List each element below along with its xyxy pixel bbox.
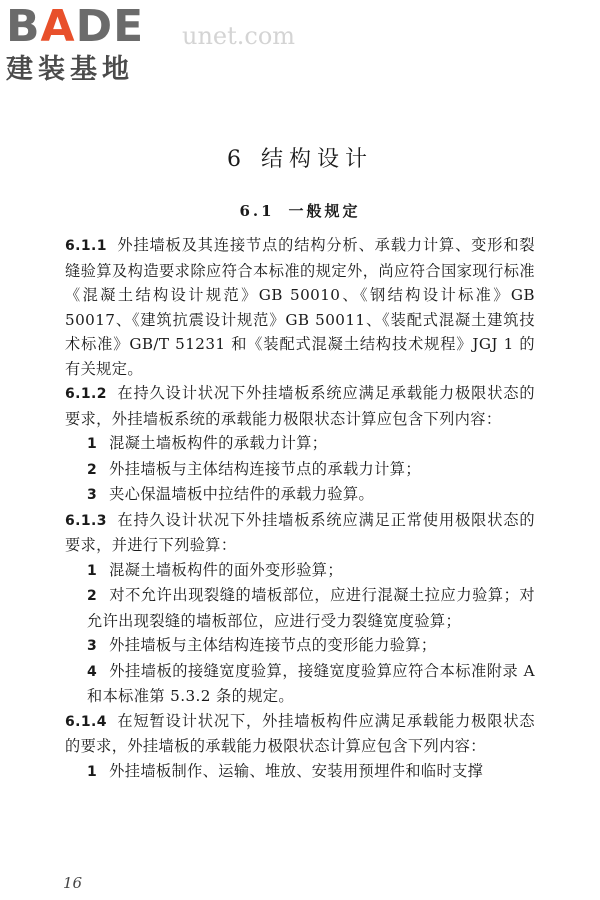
chapter-number: 6 xyxy=(226,147,247,172)
item-number: 1 xyxy=(87,562,98,579)
section-title xyxy=(0,200,600,221)
clause-number: 6.1.4 xyxy=(65,713,107,730)
item-text: 外挂墙板的接缝宽度验算，接缝宽度验算应符合本标准附录 A 和本标准第 5.3.2 条的规定。 xyxy=(87,661,535,705)
section-number: 6.1 xyxy=(239,202,275,220)
item-text: 外挂墙板与主体结构连接节点的变形能力验算； xyxy=(109,636,437,654)
item-text: 对不允许出现裂缝的墙板部位，应进行混凝土拉应力验算；对允许出现裂缝的墙板部位，应进行受力裂缝宽度验算； xyxy=(87,586,535,630)
list-item xyxy=(65,759,535,785)
item-text: 混凝土墙板构件的面外变形验算； xyxy=(109,560,343,579)
item-text: 外挂墙板与主体结构连接节点的承载力计算； xyxy=(109,459,421,478)
clause-number: 6.1.3 xyxy=(65,512,107,529)
clause-number: 6.1.1 xyxy=(65,238,107,254)
item-number: 1 xyxy=(87,763,98,780)
item-number: 3 xyxy=(87,638,98,654)
item-text: 外挂墙板制作、运输、堆放、安装用预埋件和临时支撑 xyxy=(109,761,484,780)
brand-logo xyxy=(6,1,176,86)
chapter-title-text: 结构设计 xyxy=(260,147,373,172)
watermark: unet.com xyxy=(182,22,296,50)
document-body xyxy=(65,233,535,784)
item-text: 混凝土墙板构件的承载力计算； xyxy=(109,434,328,452)
clause-text: 在持久设计状况下外挂墙板系统应满足承载能力极限状态的要求，外挂墙板系统的承载能力极限状态计算应包含下列内容： xyxy=(65,384,535,428)
logo-letter-b: B xyxy=(6,1,41,52)
list-item xyxy=(65,633,535,659)
logo-letter-a: A xyxy=(40,1,76,52)
list-item xyxy=(65,659,535,709)
item-number: 3 xyxy=(87,487,98,503)
list-item xyxy=(65,482,535,508)
item-text: 夹心保温墙板中拉结件的承载力验算。 xyxy=(109,485,375,503)
item-number: 4 xyxy=(87,663,98,680)
item-number: 2 xyxy=(87,588,98,604)
clause-6-1-3 xyxy=(65,508,535,558)
clause-text: 在短暂设计状况下，外挂墙板构件应满足承载能力极限状态的要求，外挂墙板的承载能力极限状态计算应包含下列内容： xyxy=(65,711,535,755)
chapter-title xyxy=(0,142,600,173)
logo-wordmark xyxy=(6,1,176,52)
logo-letters-de: DE xyxy=(75,1,145,52)
list-item xyxy=(65,431,535,457)
list-item xyxy=(65,583,535,633)
page-number: 16 xyxy=(63,874,83,892)
section-title-text: 一般规定 xyxy=(288,202,361,220)
clause-number: 6.1.2 xyxy=(65,386,107,402)
clause-text: 外挂墙板及其连接节点的结构分析、承载力计算、变形和裂缝验算及构造要求除应符合本标准的规定外，尚应符合国家现行标准《混凝土结构设计规范》GB 50010、《钢结构设计标准》GB 50017、《建筑抗震设计规范》GB 50011、《装配式混凝土建筑技术标准》GB/T 51231 和《装配式混凝土结构技术规程》JGJ 1 的有关规定。 xyxy=(65,236,535,378)
clause-6-1-4 xyxy=(65,709,535,759)
clause-6-1-1 xyxy=(65,233,535,381)
list-item xyxy=(65,457,535,483)
item-number: 2 xyxy=(87,461,98,478)
clause-6-1-2 xyxy=(65,381,535,431)
logo-subtitle: 建装基地 xyxy=(6,54,134,85)
clause-text: 在持久设计状况下外挂墙板系统应满足正常使用极限状态的要求，并进行下列验算： xyxy=(65,510,535,554)
item-number: 1 xyxy=(87,436,98,452)
list-item xyxy=(65,558,535,584)
